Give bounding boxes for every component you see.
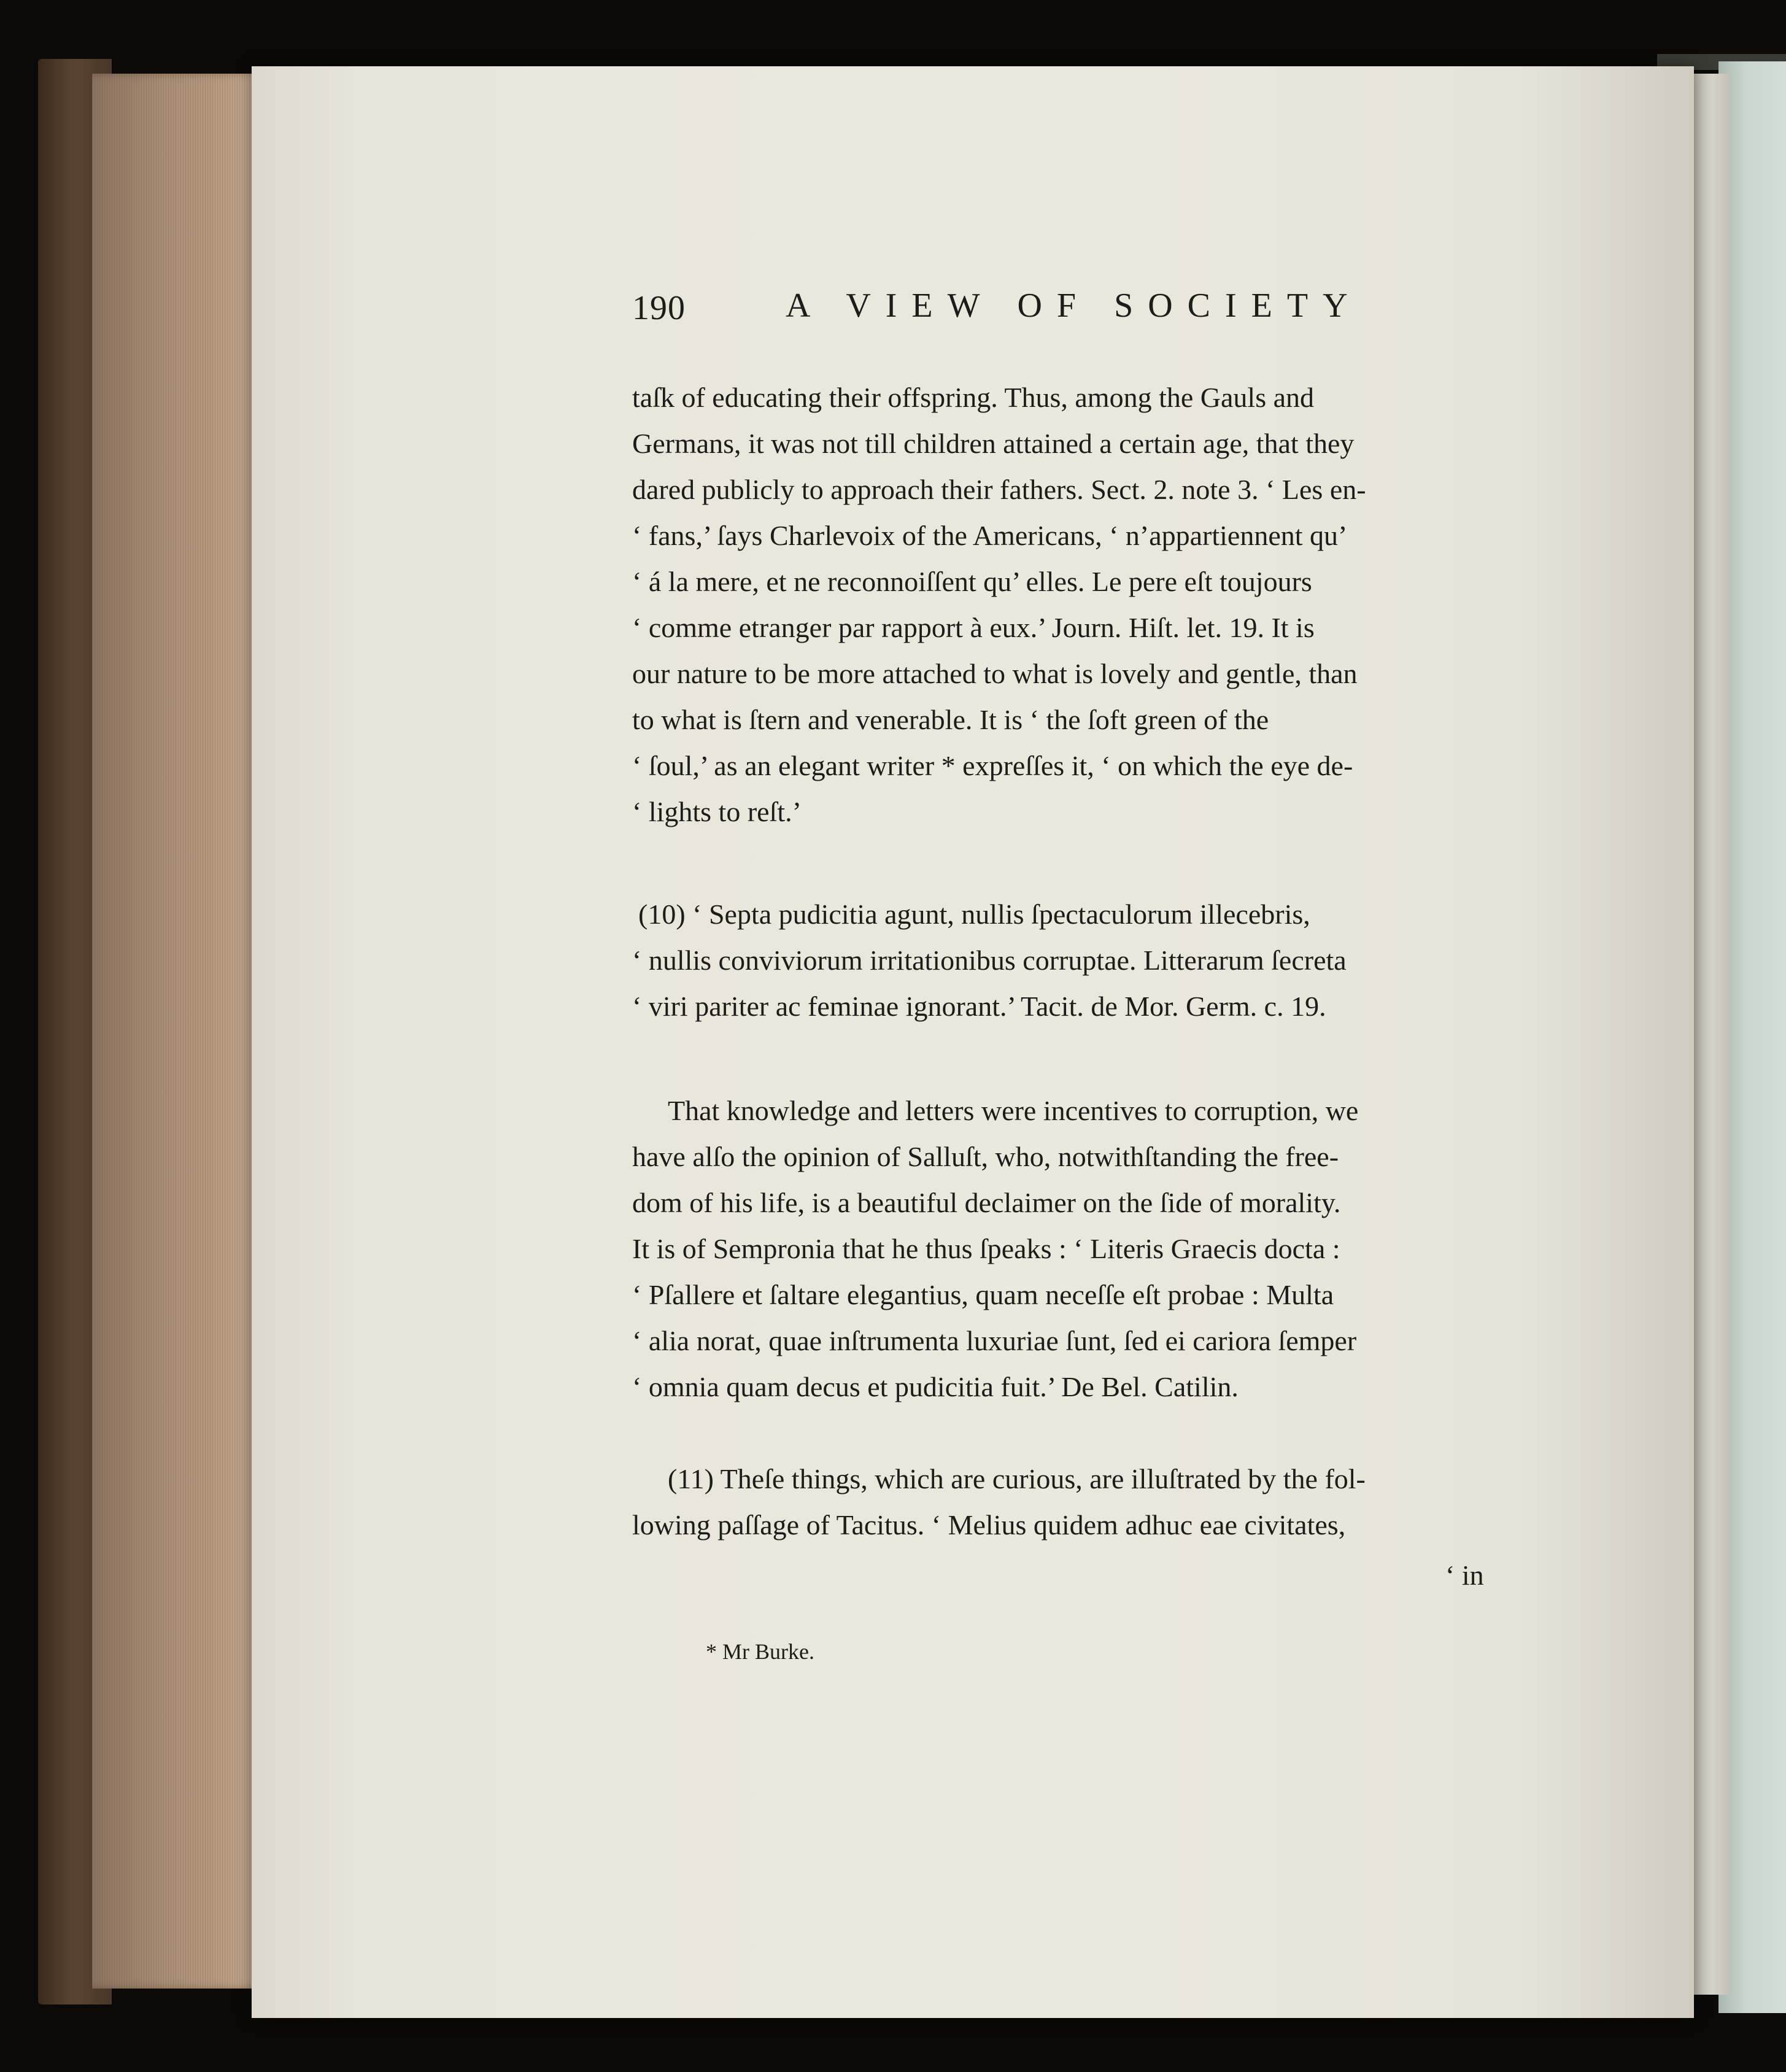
paragraph-line: ‘ alia norat, quae inſtrumenta luxuriae ſunt, ſed ei cariora ſemper — [632, 1325, 1357, 1356]
body-line: ‘ lights to reſt.’ — [632, 796, 802, 827]
paragraph-line: ‘ Pſallere et ſaltare elegantius, quam neceſſe eſt probae : Multa — [632, 1279, 1334, 1310]
paragraph-line: ‘ omnia quam decus et pudicitia fuit.’ De Bel. Catilin. — [632, 1371, 1239, 1402]
note-11-line: lowing paſſage of Tacitus. ‘ Melius quidem adhuc eae civitates, — [632, 1509, 1346, 1540]
note-10-line: ‘ viri pariter ac feminae ignorant.’ Tacit. de Mor. Germ. c. 19. — [632, 991, 1326, 1022]
running-head: A VIEW OF SOCIETY — [786, 287, 1363, 325]
body-line: Germans, it was not till children attained a certain age, that they — [632, 428, 1355, 459]
catchword: ‘ in — [1445, 1560, 1484, 1591]
body-line: our nature to be more attached to what is lovely and gentle, than — [632, 658, 1358, 689]
page-header — [632, 288, 1363, 331]
paragraph-line: That knowledge and letters were incentives to corruption, we — [668, 1095, 1359, 1126]
note-10-line: ‘ nullis conviviorum irritationibus corruptae. Litterarum ſecreta — [632, 945, 1347, 976]
body-line: ‘ comme etranger par rapport à eux.’ Journ. Hiſt. let. 19. It is — [632, 612, 1315, 643]
body-line: ‘ fans,’ ſays Charlevoix of the Americans, ‘ n’appartiennent qu’ — [632, 520, 1348, 551]
body-line: to what is ſtern and venerable. It is ‘ the ſoft green of the — [632, 704, 1269, 735]
footnote: * Mr Burke. — [706, 1639, 814, 1664]
note-10-line: (10) ‘ Septa pudicitia agunt, nullis ſpectaculorum illecebris, — [638, 899, 1310, 930]
paragraph-line: It is of Sempronia that he thus ſpeaks : ‘ Literis Graecis docta : — [632, 1233, 1340, 1264]
note-11-line: (11) Theſe things, which are curious, are illuſtrated by the fol- — [668, 1463, 1366, 1494]
body-line: ‘ ſoul,’ as an elegant writer * expreſſes it, ‘ on which the eye de- — [632, 750, 1353, 781]
paragraph-line: have alſo the opinion of Salluſt, who, notwithſtanding the free- — [632, 1141, 1339, 1172]
page-number: 190 — [632, 289, 686, 327]
book-page — [252, 66, 1694, 2018]
body-line: ‘ á la mere, et ne reconnoiſſent qu’ elles. Le pere eſt toujours — [632, 566, 1312, 597]
body-line: dared publicly to approach their fathers. Sect. 2. note 3. ‘ Les en- — [632, 474, 1366, 505]
paragraph-line: dom of his life, is a beautiful declaimer on the ſide of morality. — [632, 1187, 1341, 1218]
page-edges — [92, 74, 264, 1989]
body-line: taſk of educating their offspring. Thus, among the Gauls and — [632, 382, 1315, 413]
